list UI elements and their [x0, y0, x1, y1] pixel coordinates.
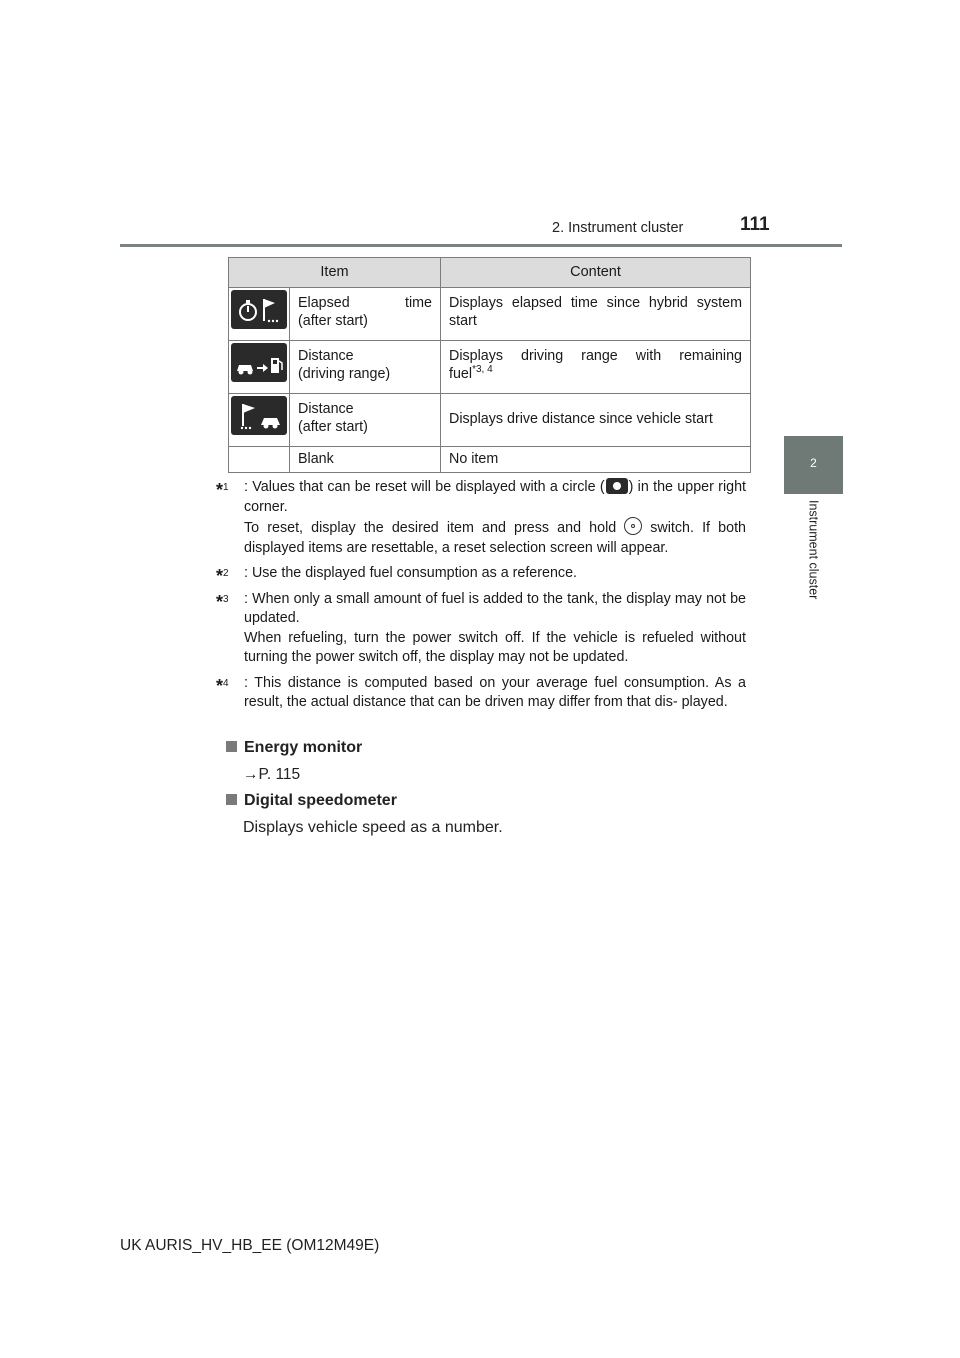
item-label-line1: Blank	[298, 451, 334, 467]
table-row	[229, 447, 751, 473]
reset-circle-icon	[606, 478, 628, 494]
footnote-4	[216, 674, 746, 713]
page-number: 111	[740, 214, 770, 235]
square-bullet-icon	[226, 794, 237, 805]
footnotes	[216, 478, 746, 719]
footnote-mark	[216, 478, 229, 503]
footnote-number: 3	[223, 593, 229, 605]
section-heading-energy-monitor	[226, 739, 362, 757]
content-line1: Displays drive distance since vehicle start	[449, 411, 713, 428]
footnote-star: *	[216, 480, 224, 500]
content-line1: Displays driving range with remaining	[449, 348, 742, 364]
footnote-star: *	[216, 591, 224, 612]
content-line2-text: fuel	[449, 365, 473, 382]
section-heading-digital-speedometer	[226, 792, 397, 810]
item-cell	[290, 288, 441, 341]
item-label-line1: Distance	[298, 401, 354, 417]
footnote-text-part2: ) in the upper right corner.	[244, 479, 746, 515]
content-cell	[441, 288, 751, 341]
content-cell	[441, 341, 751, 394]
footnote-text: : This distance is computed based on your average fuel consumption. As a result, the actual distance that can be driven may differ from that dis- played.	[244, 674, 746, 710]
section-title: 2. Instrument cluster	[552, 220, 684, 236]
icon-cell	[229, 341, 290, 394]
item-label-line2: (after start)	[298, 418, 368, 435]
icon-cell	[229, 394, 290, 447]
content-cell	[441, 394, 751, 447]
chapter-title: Instrument cluster	[806, 500, 821, 600]
display-switch-icon	[624, 517, 642, 535]
item-label-line2: (after start)	[298, 312, 368, 329]
item-table	[228, 257, 751, 473]
item-label-line1: Distance	[298, 348, 354, 364]
flag-car-icon	[231, 396, 287, 435]
page-reference[interactable]: →P. 115	[243, 766, 301, 783]
column-header-content: Content	[441, 258, 751, 288]
content-cell	[441, 447, 751, 473]
footnote-3	[216, 590, 746, 668]
footnote-text-part4: switch. If both displayed items are resettable, a reset selection screen will appear.	[244, 520, 746, 556]
footnote-ref: *3, 4	[472, 363, 493, 375]
content-line2: start	[449, 312, 477, 329]
chapter-tab	[784, 436, 843, 494]
footnote-text-part2: When refueling, turn the power switch off. If the vehicle is refueled without turning the power switch off, the display may not be updated.	[244, 629, 746, 665]
footnote-text-part1: : When only a small amount of fuel is added to the tank, the display may not be updated.	[244, 590, 746, 626]
footnote-mark	[216, 674, 229, 699]
footnote-number: 4	[223, 677, 229, 689]
icon-cell	[229, 447, 290, 473]
content-line2	[449, 363, 742, 384]
section-title-text: Energy monitor	[244, 739, 363, 756]
item-label-line1: Elapsed time	[298, 295, 432, 311]
header-rule	[120, 244, 842, 247]
footnote-number: 1	[223, 482, 229, 493]
chapter-number: 2	[810, 456, 817, 470]
footnote-star: *	[216, 675, 224, 696]
document-code: UK AURIS_HV_HB_EE (OM12M49E)	[120, 1237, 380, 1254]
footnote-text: : Use the displayed fuel consumption as a reference.	[244, 565, 577, 581]
content-line1: No item	[449, 451, 499, 467]
footnote-number: 2	[223, 568, 229, 579]
section-body: Displays vehicle speed as a number.	[243, 819, 503, 836]
footnote-text-part3: To reset, display the desired item and press and hold	[244, 520, 617, 536]
footnote-mark	[216, 564, 229, 589]
icon-cell	[229, 288, 290, 341]
chapter-title-vertical	[784, 500, 843, 620]
footnote-text-part1: : Values that can be reset will be displayed with a circle (	[244, 479, 605, 495]
table-row	[229, 341, 751, 394]
footnote-text	[244, 590, 746, 668]
content-line1: Displays elapsed time since hybrid system	[449, 295, 742, 311]
table-row	[229, 288, 751, 341]
section-title-text: Digital speedometer	[244, 792, 397, 809]
table-header-row	[229, 258, 751, 288]
footnote-1	[216, 478, 746, 558]
item-cell	[290, 341, 441, 394]
car-arrow-fuel-pump-icon	[231, 343, 287, 382]
square-bullet-icon	[226, 741, 237, 752]
item-label-line2: (driving range)	[298, 365, 391, 382]
footnote-2	[216, 564, 746, 584]
footnote-text	[244, 478, 746, 558]
table-row	[229, 394, 751, 447]
footnote-star: *	[216, 566, 224, 586]
column-header-item: Item	[229, 258, 441, 288]
item-cell	[290, 447, 441, 473]
item-cell	[290, 394, 441, 447]
footnote-mark	[216, 590, 229, 615]
stopwatch-flag-icon	[231, 290, 287, 329]
